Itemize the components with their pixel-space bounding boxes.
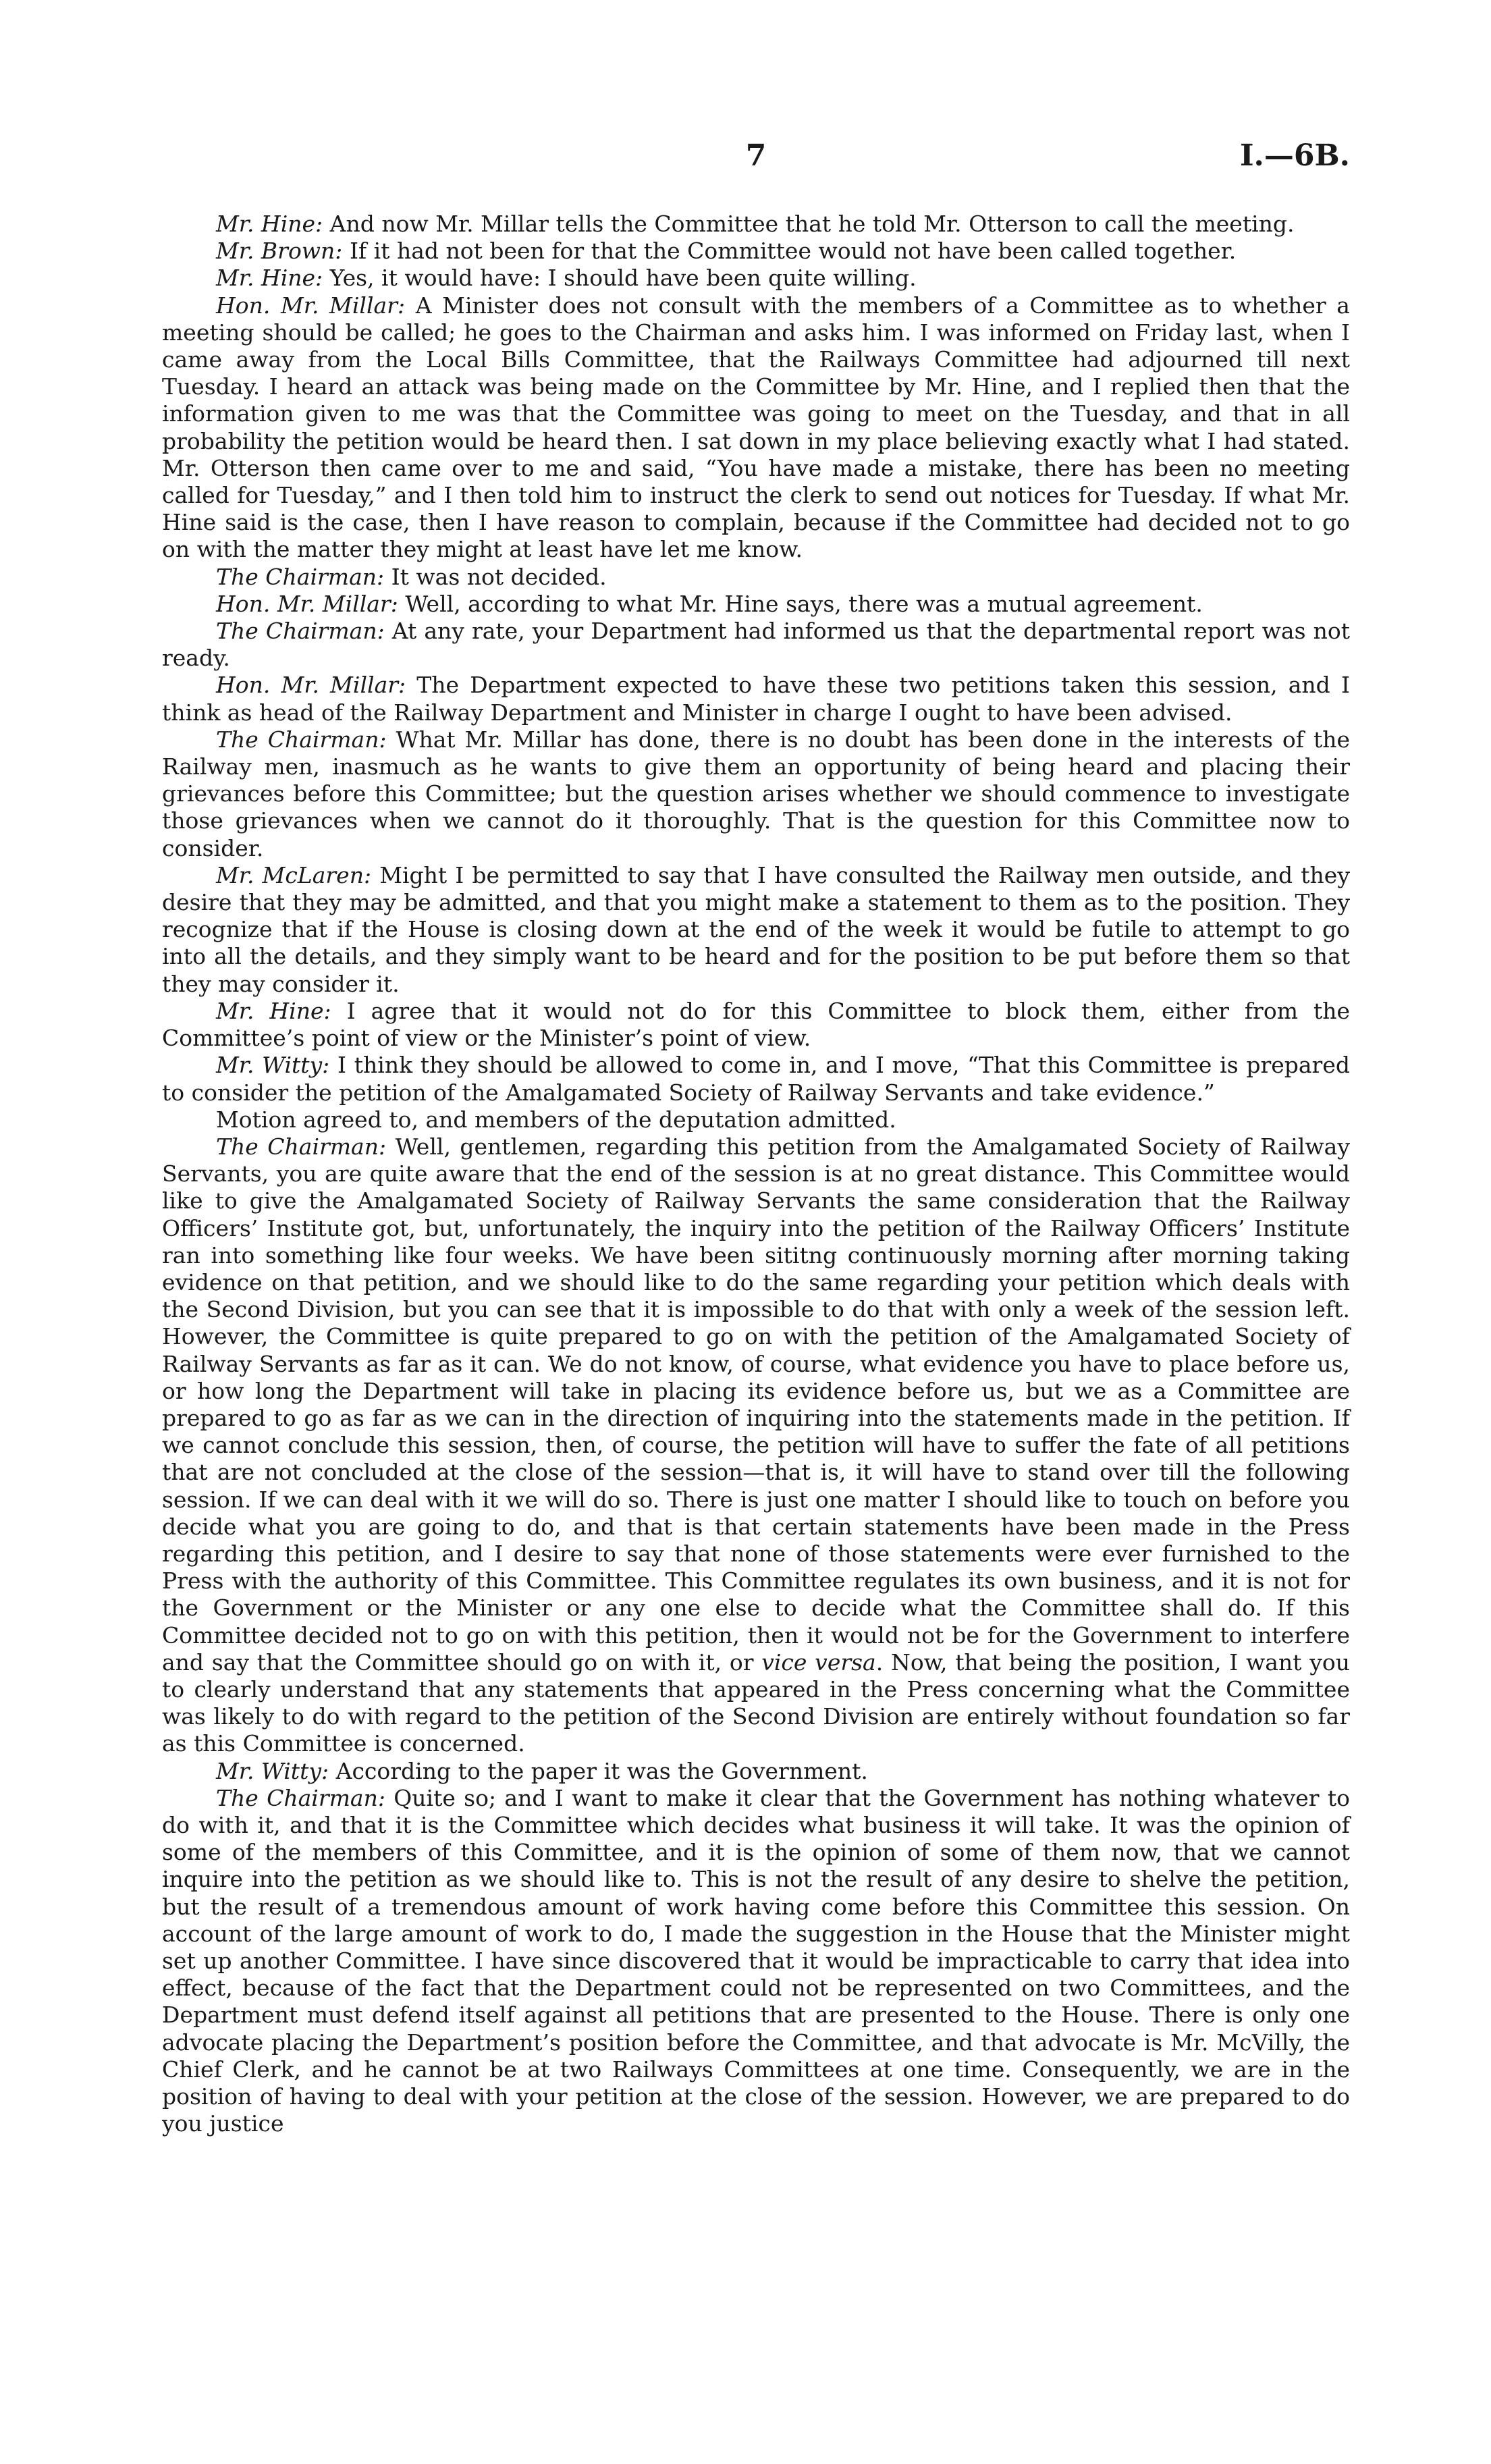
page-number: 7 [745,138,767,173]
speech-text [162,1133,1350,1757]
speech-text-part: . Now, that being the position, I want you to clearly understand that any statements that appeared in the Press concerning what the Committee was likely to do with regard to the petition of the Second Division are entirely without foundation so far as this Committee is concerned. [162,1649,1350,1757]
speech-text: And now Mr. Millar tells the Committee that he told Mr. Otterson to call the meeting. [329,211,1295,237]
speech-paragraph [162,591,1350,618]
speech-text: The Department expected to have these two petitions taken this session, and I think as head of the Railway Department and Minister in charge I ought to have been advised. [162,672,1350,726]
speech-paragraph [162,998,1350,1052]
motion-note [162,1106,1350,1133]
speech-text: Well, according to what Mr. Hine says, there was a mutual agreement. [405,590,1203,617]
speech-paragraph [162,265,1350,292]
speech-text: Might I be permitted to say that I have consulted the Railway men outside, and they desire that they may be admitted, and that you might make a statement to them as to the position. They recognize that if the House is closing down at the end of the week it would be futile to attempt to go into all the details, and they simply want to be heard and for the position to be put before them so that they may consider it. [162,861,1350,997]
speech-paragraph [162,1052,1350,1106]
speech-text: At any rate, your Department had informed us that the departmental report was not ready. [162,618,1350,672]
speech-text-part: Well, gentlemen, regarding this petition from the Amalgamated Society of Railway Servants, you are quite aware that the end of the session is at no great distance. This Committee would like to give the Amalgamated Society of Railway Servants the same consideration that the Railway Officers’ Institute got, but, unfortunately, the inquiry into the petition of the Railway Officers’ Institute ran into something like four weeks. We have been sititng continuously morning after morning taking evidence on that petition, and we should like to do the same regarding your petition which deals with the Second Division, but you can see that it is impossible to do that with only a week of the session left. However, the Committee is quite prepared to go on with the petition of the Amalgamated Society of Railway Servants as far as it can. We do not know, of course, what evidence you have to place before us, or how long the Department will take in placing its evidence before us, but we as a Committee are prepared to go as far as we can in the direction of inquiring into the statements made in the petition. If we cannot conclude this session, then, of course, the petition will have to suffer the fate of all petitions that are not concluded at the close of the session—that is, it will have to stand over till the following session. If we can deal with it we will do so. There is just one matter I should like to touch on before you decide what you are going to do, and that is that certain statements have been made in the Press regarding this petition, and I desire to say that none of those statements were ever furnished to the Press with the authority of this Committee. This Committee regulates its own business, and it is not for the Government or the Minister or any one else to decide what the Committee shall do. If this Committee decided not to go on with this petition, then it would not be for the Government to interfere and say that the Committee should go on with it, or [162,1133,1350,1676]
speech-paragraph [162,726,1350,862]
speech-text: It was not decided. [391,563,607,590]
speech-paragraph [162,672,1350,726]
speaker-name: The Chairman: [216,1784,385,1811]
speaker-name: Mr. Hine: [216,265,323,292]
speech-text: A Minister does not consult with the members of a Committee as to whether a meeting should be called; he goes to the Chairman and asks him. I was informed on Friday last, when I came away from the Local Bills Committee, that the Railways Committee had adjourned till next Tuesday. I heard an attack was being made on the Committee by Mr. Hine, and I replied then that the information given to me was that the Committee was going to meet on the Tuesday, and that in all probability the petition would be heard then. I sat down in my place believing exactly what I had stated. Mr. Otterson then came over to me and said, “You have made a mistake, there has been no meeting called for Tuesday,” and I then told him to instruct the clerk to send out notices for Tuesday. If what Mr. Hine said is the case, then I have reason to complain, because if the Committee had decided not to go on with the matter they might at least have let me know. [162,292,1350,563]
speech-paragraph [162,1785,1350,2138]
speaker-name: Hon. Mr. Millar: [216,590,398,617]
paper-reference: I.—6B. [1239,138,1350,173]
speech-paragraph [162,211,1350,238]
speaker-name: Hon. Mr. Millar: [216,292,406,319]
speech-text: If it had not been for that the Committee would not have been called together. [349,238,1237,265]
speaker-name: The Chairman: [216,726,387,753]
speech-text: I think they should be allowed to come in, and I move, “That this Committee is prepared to consider the petition of the Amalgamated Society of Railway Servants and take evidence.” [162,1052,1350,1106]
speech-paragraph [162,292,1350,564]
speech-paragraph [162,238,1350,265]
speech-paragraph [162,1758,1350,1785]
speaker-name: The Chairman: [216,1133,387,1160]
speaker-name: Mr. Brown: [216,238,343,265]
latin-phrase: vice versa [761,1649,876,1676]
speech-paragraph [162,564,1350,591]
speaker-name: The Chairman: [216,618,385,645]
motion-text: Motion agreed to, and members of the deputation admitted. [216,1106,896,1133]
speaker-name: Mr. Witty: [216,1052,330,1079]
speech-text: According to the paper it was the Government. [335,1757,868,1784]
speech-paragraph [162,1133,1350,1758]
speaker-name: Mr. Hine: [216,997,331,1024]
speech-text: Yes, it would have: I should have been quite willing. [329,265,917,292]
speaker-name: Mr. Hine: [216,211,323,237]
speech-text: What Mr. Millar has done, there is no doubt has been done in the interests of the Railway men, inasmuch as he wants to give them an opportunity of being heard and placing their grievances before this Committee; but the question arises whether we should commence to investigate those grievances when we cannot do it thoroughly. That is the question for this Committee now to consider. [162,726,1350,861]
speech-paragraph [162,862,1350,998]
speech-text: I agree that it would not do for this Committee to block them, either from the Committee’s point of view or the Minister’s point of view. [162,997,1350,1052]
speaker-name: Hon. Mr. Millar: [216,672,406,699]
page-header [162,138,1350,192]
speech-text: Quite so; and I want to make it clear that the Government has nothing whatever to do with it, and that it is the Committee which decides what business it will take. It was the opinion of some of the members of this Committee, and it is the opinion of some of them now, that we cannot inquire into the petition as we should like to. This is not the result of any desire to shelve the petition, but the result of a tremendous amount of work having come before this Committee this session. On account of the large amount of work to do, I made the suggestion in the House that the Minister might set up another Committee. I have since discovered that it would be impracticable to carry that idea into effect, because of the fact that the Department could not be represented on two Committees, and the Department must defend itself against all petitions that are presented to the House. There is only one advocate placing the Department’s position before the Committee, and that advocate is Mr. McVilly, the Chief Clerk, and he cannot be at two Railways Committees at one time. Consequently, we are in the position of having to deal with your petition at the close of the session. However, we are prepared to do you justice [162,1784,1350,2137]
speaker-name: Mr. Witty: [216,1757,329,1784]
speech-paragraph [162,618,1350,672]
speaker-name: The Chairman: [216,563,385,590]
transcript-body [162,211,1350,2137]
speaker-name: Mr. McLaren: [216,861,372,888]
